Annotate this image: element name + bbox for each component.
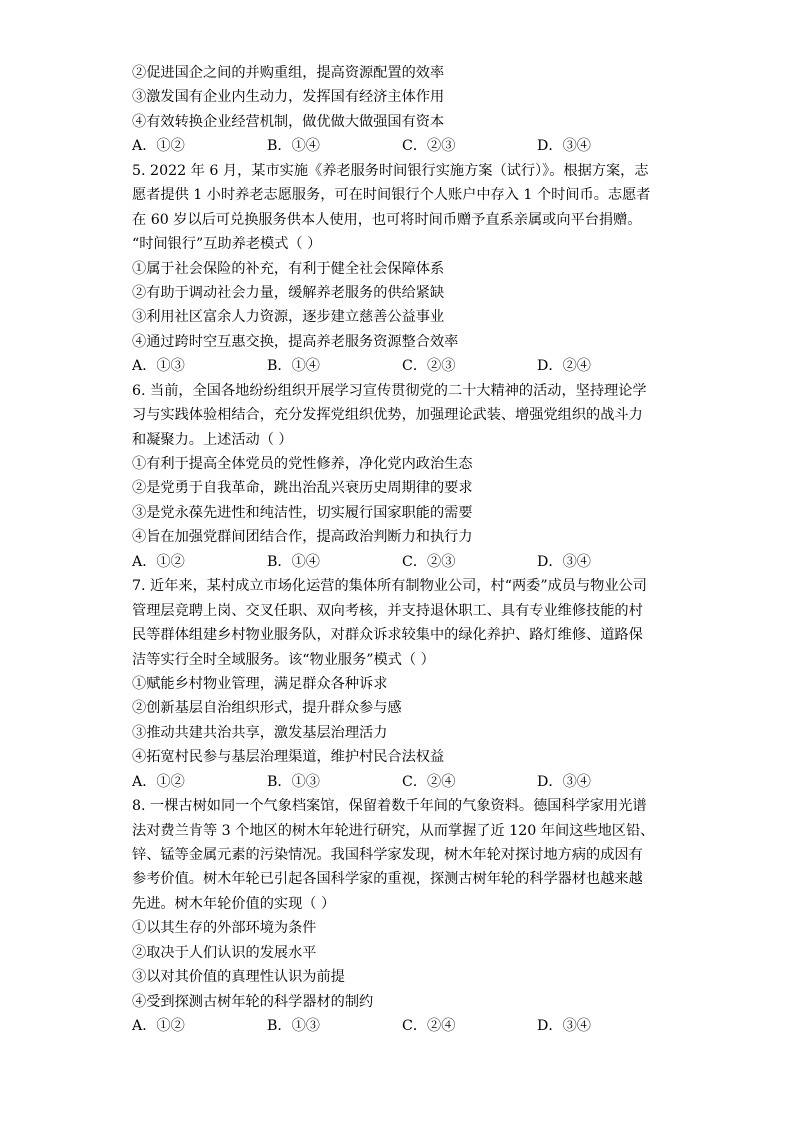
option-c: C．②③ [402,553,456,570]
statement-line: ③利用社区富余人力资源，逐步建立慈善公益事业 [132,309,445,326]
statement-line: ①属于社会保险的补充，有利于健全社会保障体系 [132,260,445,277]
question-8 [132,794,672,1038]
option-a: A．①② [132,773,185,790]
stem-line: 7. 近年来，某村成立市场化运营的集体所有制物业公司，村“两委”成员与物业公司 [132,578,647,595]
stem-line: 6. 当前，全国各地纷纷组织开展学习宣传贯彻党的二十大精神的活动，坚持理论学 [132,382,647,399]
statement-line: ④拓宽村民参与基层治理渠道，维护村民合法权益 [132,749,445,766]
option-c: C．②④ [402,1018,456,1035]
option-d: D．②④ [537,358,591,375]
option-a: A．①② [132,553,185,570]
statement-line: ④有效转换企业经营机制，做优做大做强国有资本 [132,113,445,130]
option-c: C．②③ [402,358,456,375]
stem-line: 5. 2022 年 6 月，某市实施《养老服务时间银行实施方案（试行）》。根据方案，志 [132,162,649,179]
stem-line: 和凝聚力。上述活动（ ） [132,431,293,448]
question-7 [132,574,672,794]
option-d: D．③④ [537,553,591,570]
statement-line: ①有利于提高全体党员的党性修养，净化党内政治生态 [132,456,473,472]
statement-line: ③推动共建共治共享，激发基层治理活力 [132,724,388,741]
stem-line: 愿者提供 1 小时养老志愿服务，可在时间银行个人账户中存入 1 个时间币。志愿者 [132,187,651,204]
stem-line: 洁等实行全时全域服务。该“物业服务”模式（ ） [132,651,435,668]
answer-options [132,1014,672,1038]
option-a: A．①② [132,1018,185,1035]
statement-line: ②取决于人们认识的发展水平 [132,944,317,961]
question-4-tail [132,61,672,159]
statement-line: ④旨在加强党群间团结合作，提高政治判断力和执行力 [132,529,473,546]
stem-line: 习与实践体验相结合，充分发挥党组织优势，加强理论武装、增强党组织的战斗力 [132,407,643,424]
option-b: B．①④ [267,138,320,155]
statement-line: ②促进国企之间的并购重组，提高资源配置的效率 [132,65,445,81]
statement-line: ④通过跨时空互惠交换，提高养老服务资源整合效率 [132,333,459,350]
option-d: D．③④ [537,138,591,155]
statement-line: ③以对其价值的真理性认识为前提 [132,969,345,986]
stem-line: 8. 一棵古树如同一个气象档案馆，保留着数千年间的气象资料。德国科学家用光谱 [132,798,647,815]
question-6 [132,379,672,575]
answer-options [132,770,672,794]
option-b: B．①④ [267,553,320,570]
stem-line: 管理层竞聘上岗、交叉任职、双向考核，并支持退休职工、具有专业维修技能的村 [132,602,643,619]
option-b: B．①③ [267,1018,320,1035]
statement-line: ②有助于调动社会力量，缓解养老服务的供给紧缺 [132,284,445,301]
stem-line: 先进。树木年轮价值的实现（ ） [132,895,336,912]
option-a: A．①③ [132,358,185,375]
stem-line: 民等群体组建乡村物业服务队，对群众诉求较集中的绿化养护、路灯维修、道路保 [132,627,643,644]
statement-line: ①以其生存的外部环境为条件 [132,920,317,937]
stem-line: 锌、锰等金属元素的污染情况。我国科学家发现，树木年轮对探讨地方病的成因有 [132,847,643,863]
statement-line: ②是党勇于自我革命，跳出治乱兴衰历史周期律的要求 [132,480,473,497]
stem-line: 在 60 岁以后可兑换服务供本人使用，也可将时间币赠予直系亲属或向平台捐赠。 [132,211,642,228]
statement-line: ④受到探测古树年轮的科学器材的制约 [132,993,374,1010]
stem-line: 参考价值。树木年轮已引起各国科学家的重视，探测古树年轮的科学器材也越来越 [132,871,643,888]
answer-options [132,134,672,158]
question-5 [132,159,672,379]
statement-line: ①赋能乡村物业管理，满足群众各种诉求 [132,675,388,692]
statement-line: ②创新基层自治组织形式，提升群众参与感 [132,700,402,717]
answer-options [132,354,672,378]
option-c: C．②③ [402,138,456,155]
option-b: B．①③ [267,773,320,790]
stem-line: 法对费兰肯等 3 个地区的树木年轮进行研究，从而掌握了近 120 年间这些地区铅、 [132,822,655,839]
statement-line: ③激发国有企业内生动力，发挥国有经济主体作用 [132,89,445,106]
option-c: C．②④ [402,773,456,790]
question-content [132,61,672,1039]
statement-line: ③是党永葆先进性和纯洁性，切实履行国家职能的需要 [132,504,473,521]
option-d: D．③④ [537,773,591,790]
answer-options [132,550,672,574]
stem-line: “时间银行”互助养老模式（ ） [132,236,322,253]
option-d: D．③④ [537,1018,591,1035]
option-a: A．①② [132,138,185,155]
option-b: B．①④ [267,358,320,375]
